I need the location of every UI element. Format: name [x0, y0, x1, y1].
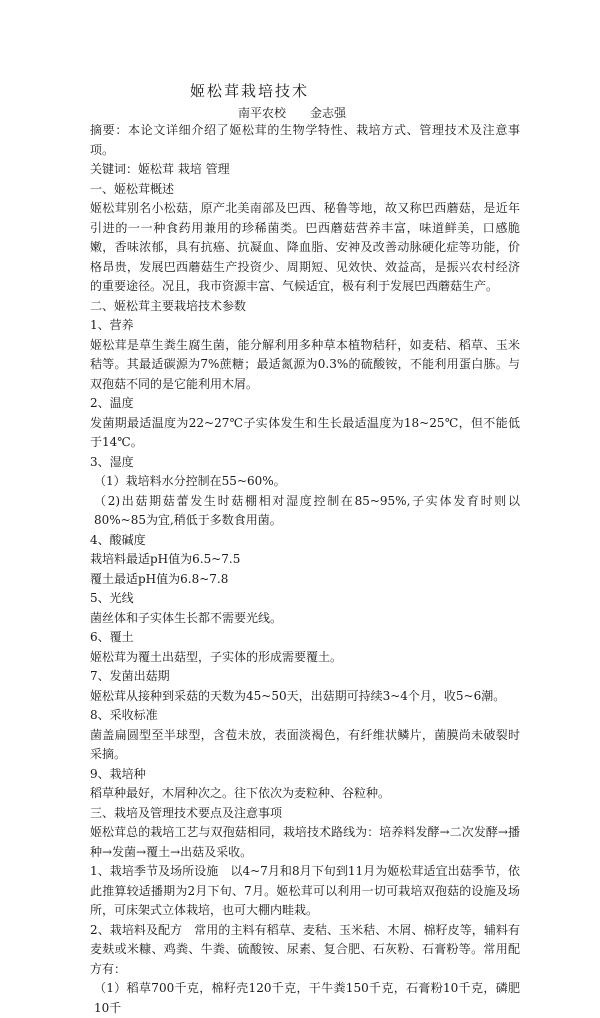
section-3-item-2: 2、栽培料及配方 常用的主料有稻草、麦秸、玉米秸、木屑、棉籽皮等，辅料有麦麸或米糠、鸡粪、牛粪、硫酸铵、尿素、复合肥、石灰粉、石膏粉等。常用配方有： — [90, 922, 520, 976]
section-3-heading: 三、栽培及管理技术要点及注意事项 — [90, 805, 283, 820]
author-name: 金志强 — [310, 106, 347, 120]
param-5-heading: 5、光线 — [90, 591, 134, 605]
param-2-heading: 2、温度 — [90, 396, 134, 410]
param-1-heading: 1、营养 — [90, 318, 134, 332]
param-7-text: 姬松茸从接种到采菇的天数为45~50天，出菇期可持续3~4个月，收5~6潮。 — [90, 688, 506, 703]
abstract: 摘要：本论文详细介绍了姬松茸的生物学特性、栽培方式、管理技术及注意事项。 — [90, 123, 520, 157]
param-2-text: 发菌期最适温度为22~27℃子实体发生和生长最适温度为18~25℃，但不能低于14℃。 — [90, 415, 520, 449]
param-5-text: 菌丝体和子实体生长都不需要光线。 — [90, 610, 283, 625]
param-4-item-b: 覆土最适pH值为6.8~7.8 — [90, 571, 229, 586]
param-8-text: 菌盖扁圆型至半球型，含苞未放，表面淡褐色，有纤维状鳞片，菌膜尚未破裂时采摘。 — [90, 727, 520, 761]
param-4-heading: 4、酸碱度 — [90, 532, 146, 547]
param-6-text: 姬松茸为覆土出菇型，子实体的形成需要覆土。 — [90, 649, 343, 664]
param-9-text: 稻草种最好，木屑种次之。往下依次为麦粒种、谷粒种。 — [90, 786, 391, 800]
param-7-heading: 7、发菌出菇期 — [90, 669, 170, 683]
param-1-text: 姬松茸是草生粪生腐生菌，能分解利用多种草本植物秸秆，如麦秸、稻草、玉米秸等。其最适碳源为7%蔗糖；最适氮源为0.3%的硫酸铵，不能利用蛋白胨。与双孢菇不同的是它能利用木屑。 — [90, 337, 520, 391]
author-school: 南平农校 — [238, 106, 287, 120]
document-title: 姬松茸栽培技术 — [190, 82, 310, 100]
section-1-paragraph: 姬松茸别名小松菇，原产北美南部及巴西、秘鲁等地，故又称巴西蘑菇，是近年引进的一一种食药用兼用的珍稀菌类。巴西蘑菇营养丰富，味道鲜美，口感脆嫩，香味浓郁，具有抗癌、抗凝血、降血脂、安神及改善动脉硬化症等功能，价格昂贵，发展巴西蘑菇生产投资少、周期短、见效快、效益高，是振兴农村经济的重要途径。况且，我市资源丰富、气候适宜，极有利于发展巴西蘑菇生产。 — [90, 201, 520, 293]
param-6-heading: 6、覆土 — [90, 630, 134, 644]
section-3-item-1: 1、栽培季节及场所设施 以4~7月和8月下旬到11月为姬松茸适宜出菇季节，依此推算较适播期为2月下旬、7月。姬松茸可以利用一切可栽培双孢菇的设施及场所，可床架式立体栽培，也可大棚内畦栽。 — [90, 864, 520, 917]
param-4-item-a: 栽培料最适pH值为6.5~7.5 — [90, 552, 241, 566]
param-3-heading: 3、湿度 — [90, 454, 134, 469]
document-body — [90, 121, 520, 1018]
section-3-item-2a: （1）稻草700千克，棉籽壳120千克，干牛粪150千克，石膏粉10千克，磷肥10千 — [94, 981, 520, 1015]
param-9-heading: 9、栽培种 — [90, 766, 146, 781]
section-3-paragraph: 姬松茸总的栽培工艺与双孢菇相同，栽培技术路线为：培养料发酵→二次发酵→播种→发菌→覆土→出菇及采收。 — [90, 825, 520, 859]
param-3-item-a: （1）栽培料水分控制在55~60%。 — [94, 474, 286, 488]
section-1-heading: 一、姬松茸概述 — [90, 181, 175, 196]
param-8-heading: 8、采收标准 — [90, 708, 158, 722]
section-2-heading: 二、姬松茸主要栽培技术参数 — [90, 298, 247, 313]
param-3-item-b: （2)出菇期菇蕾发生时菇棚相对湿度控制在85~95%,子实体发育时则以80%~85为宜,稍低于多数食用菌。 — [94, 493, 520, 527]
author-line — [238, 104, 346, 121]
keywords: 关键词：姬松茸 栽培 管理 — [90, 162, 230, 176]
